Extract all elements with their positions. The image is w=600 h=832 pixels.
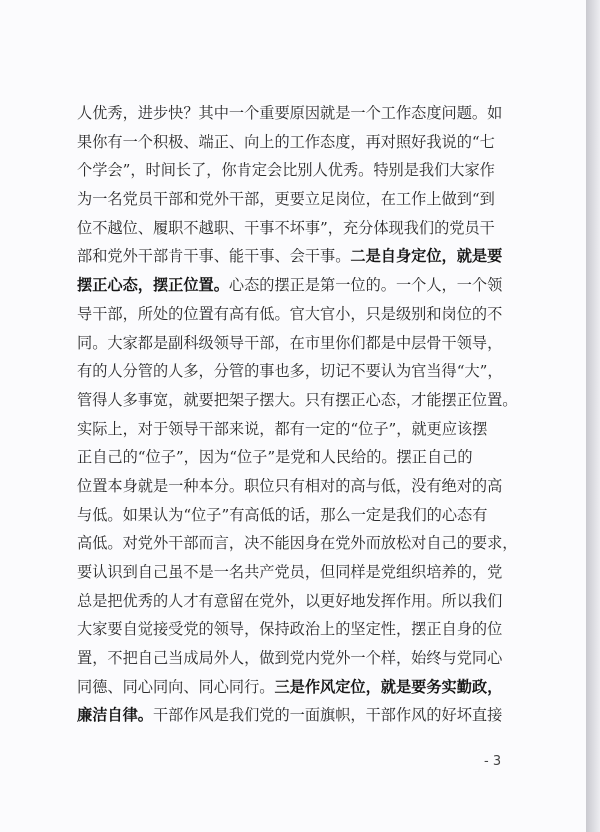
text-line	[77, 99, 537, 128]
text-run: 总是把优秀的人才有意留在党外，以更好地发挥作用。所以我们	[77, 591, 503, 610]
text-run: 实际上，对于领导干部来说，都有一定的“位子”，就更应该摆	[77, 419, 488, 438]
text-run: 同。大家都是副科级领导干部，在市里你们都是中层骨干领导，	[77, 333, 503, 352]
text-run: 高低。对党外干部而言，决不能因身在党外而放松对自己的要求，	[77, 534, 518, 553]
text-line	[77, 529, 537, 558]
text-line	[77, 472, 537, 501]
text-line	[77, 501, 537, 530]
text-run: 要认识到自己虽不是一名共产党员，但同样是党组织培养的，党	[77, 563, 503, 581]
text-run: 同德、同心同向、同心同行。	[77, 677, 275, 696]
text-run: 管得人多事宽，就要把架子摆大。只有摆正心态，才能摆正位置。	[77, 390, 518, 409]
text-line	[77, 701, 537, 730]
text-line	[77, 214, 537, 243]
text-line	[77, 673, 537, 702]
text-line	[77, 185, 537, 214]
text-line	[77, 386, 537, 415]
text-run: 心态的摆正是第一位的。一个人，一个领	[228, 276, 503, 295]
body-text	[77, 99, 537, 730]
text-run: 大家要自觉接受党的领导，保持政治上的坚定性，摆正自身的位	[77, 620, 503, 639]
bold-text-run: 三是作风定位，就是要务实勤政，	[274, 677, 503, 696]
bold-text-run: 二是自身定位，就是要	[350, 247, 503, 266]
text-run: 人优秀，进步快？其中一个重要原因就是一个工作态度问题。如	[77, 104, 503, 122]
text-line	[77, 415, 537, 444]
text-run: 导干部，所处的位置有高有低。官大官小，只是级别和岗位的不	[77, 304, 503, 323]
text-run: 位不越位、履职不越职、干事不坏事”，充分体现我们的党员干	[77, 218, 495, 237]
text-run: 个学会”，时间长了，你肯定会比别人优秀。特别是我们大家作	[77, 161, 495, 180]
text-line	[77, 300, 537, 329]
text-line	[77, 271, 537, 300]
text-line	[77, 128, 537, 157]
text-line	[77, 615, 537, 644]
text-line	[77, 242, 537, 271]
page-edge	[586, 0, 600, 832]
text-run: 正自己的“位子”，因为“位子”是党和人民给的。摆正自己的	[77, 448, 473, 467]
page-number: - 3	[484, 754, 502, 769]
bold-text-run: 摆正心态，摆正位置。	[77, 276, 229, 295]
text-line	[77, 587, 537, 616]
text-run: 有的人分管的人多，分管的事也多，切记不要认为官当得“大”，	[77, 362, 503, 381]
text-run: 部和党外干部肯干事、能干事、会干事。	[77, 247, 351, 266]
bold-text-run: 廉洁自律。	[77, 706, 153, 725]
text-line	[77, 644, 537, 673]
text-line	[77, 156, 537, 185]
text-run: 为一名党员干部和党外干部，更要立足岗位，在工作上做到“到	[77, 190, 495, 209]
text-run: 位置本身就是一种本分。职位只有相对的高与低，没有绝对的高	[77, 476, 503, 495]
text-line	[77, 558, 537, 587]
text-line	[77, 329, 537, 358]
text-run: 干部作风是我们党的一面旗帜，干部作风的好坏直接	[152, 706, 503, 725]
text-run: 置，不把自己当成局外人，做到党内党外一个样，始终与党同心	[77, 649, 503, 668]
text-run: 与低。如果认为“位子”有高低的话，那么一定是我们的心态有	[77, 505, 488, 524]
text-run: 果你有一个积极、端正、向上的工作态度，再对照好我说的“七	[77, 132, 495, 151]
text-line	[77, 357, 537, 386]
text-line	[77, 443, 537, 472]
